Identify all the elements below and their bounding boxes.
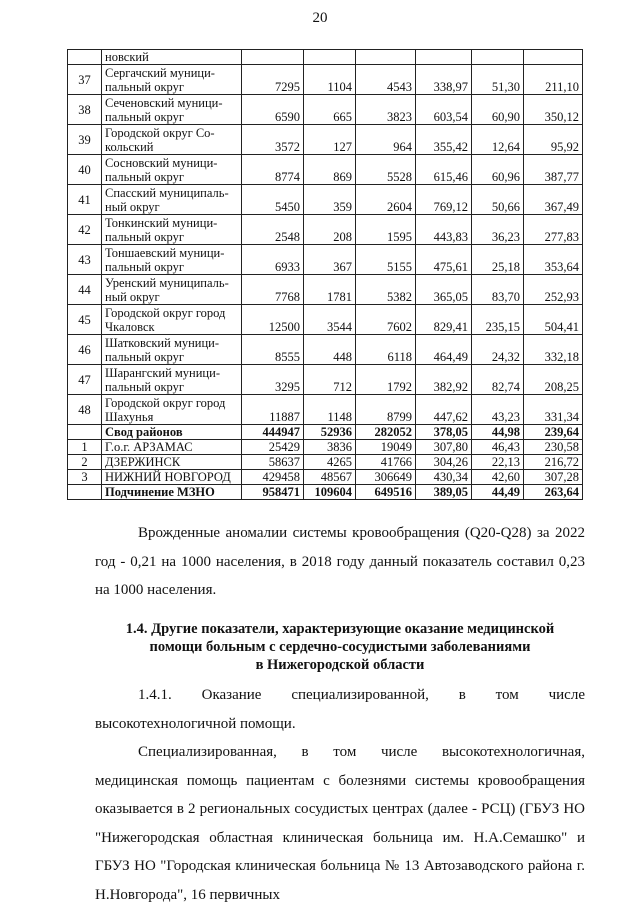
table-cell-c6: 216,72	[524, 455, 583, 470]
table-cell-idx: 44	[68, 275, 102, 305]
table-cell-name: Тоншаевский муници- пальный округ	[102, 245, 242, 275]
table-cell-c1: 2548	[242, 215, 304, 245]
table-row	[68, 470, 583, 485]
table-cell-c5: 60,96	[472, 155, 524, 185]
table-body	[68, 50, 583, 500]
table-cell-c4: 338,97	[416, 65, 472, 95]
table-cell-c5: 42,60	[472, 470, 524, 485]
table-cell-c4: 443,83	[416, 215, 472, 245]
table-cell-c3: 964	[356, 125, 416, 155]
table-cell-c3: 41766	[356, 455, 416, 470]
table-cell-c4: 769,12	[416, 185, 472, 215]
table-cell-c1: 3572	[242, 125, 304, 155]
heading-line-3: в Нижегородской области	[255, 657, 425, 673]
table-cell-c2: 1104	[304, 65, 356, 95]
table-cell-c5: 44,98	[472, 425, 524, 440]
table-cell-c4: 475,61	[416, 245, 472, 275]
table-cell-c1: 11887	[242, 395, 304, 425]
table-row	[68, 440, 583, 455]
table-cell-c4: 447,62	[416, 395, 472, 425]
table-cell-c6: 211,10	[524, 65, 583, 95]
table-cell-c1: 8555	[242, 335, 304, 365]
table-row	[68, 50, 583, 65]
table-cell-c6: 307,28	[524, 470, 583, 485]
table-cell-c3: 649516	[356, 485, 416, 500]
table-row	[68, 275, 583, 305]
table-cell-c3: 5382	[356, 275, 416, 305]
table-cell-c5: 36,23	[472, 215, 524, 245]
table-cell-c6: 332,18	[524, 335, 583, 365]
table-cell-c4: 355,42	[416, 125, 472, 155]
table-row	[68, 365, 583, 395]
table-row	[68, 425, 583, 440]
table-cell-c4: 378,05	[416, 425, 472, 440]
table-row	[68, 335, 583, 365]
table-cell-c5: 60,90	[472, 95, 524, 125]
table-cell-c3: 5155	[356, 245, 416, 275]
table-cell-name: ДЗЕРЖИНСК	[102, 455, 242, 470]
table-cell-c6: 277,83	[524, 215, 583, 245]
table-cell-name: Городской округ город Чкаловск	[102, 305, 242, 335]
table-cell-idx	[68, 425, 102, 440]
table-cell-name: Свод районов	[102, 425, 242, 440]
paragraph-specialized-care: Специализированная, в том числе высокотехнологичная, медицинская помощь пациентам с болезнями системы кровообращения оказывается в 2 региональных сосудистых центрах (далее - РСЦ) (ГБУЗ НО "Нижегородская областная клиническая больница им. Н.А.Семашко" и ГБУЗ НО "Городская клиническая больница № 13 Автозаводского района г. Н.Новгорода", 16 первичных	[95, 744, 585, 903]
table-row	[68, 155, 583, 185]
table-cell-c5: 22,13	[472, 455, 524, 470]
table-cell-name: новский	[102, 50, 242, 65]
table-cell-c5: 82,74	[472, 365, 524, 395]
table-cell-c6: 239,64	[524, 425, 583, 440]
table-cell-c3	[356, 50, 416, 65]
table-cell-name: Шарангский муници- пальный округ	[102, 365, 242, 395]
table-cell-c3: 1792	[356, 365, 416, 395]
table-cell-c5: 83,70	[472, 275, 524, 305]
table-cell-idx: 42	[68, 215, 102, 245]
table-cell-c5: 24,32	[472, 335, 524, 365]
table-cell-c1: 7295	[242, 65, 304, 95]
table-cell-idx: 41	[68, 185, 102, 215]
table-cell-c1: 6933	[242, 245, 304, 275]
table-cell-c2: 3544	[304, 305, 356, 335]
table-cell-c1: 5450	[242, 185, 304, 215]
table-cell-c6: 504,41	[524, 305, 583, 335]
table-cell-c1: 6590	[242, 95, 304, 125]
table-row	[68, 395, 583, 425]
table-cell-c3: 4543	[356, 65, 416, 95]
table-cell-c4: 430,34	[416, 470, 472, 485]
table-cell-c2: 1148	[304, 395, 356, 425]
table-cell-idx: 48	[68, 395, 102, 425]
table-cell-c2: 48567	[304, 470, 356, 485]
table-cell-c1: 958471	[242, 485, 304, 500]
table-cell-name: Уренский муниципаль- ный округ	[102, 275, 242, 305]
table-cell-name: Городской округ город Шахунья	[102, 395, 242, 425]
table-cell-c2: 359	[304, 185, 356, 215]
table-cell-c6: 387,77	[524, 155, 583, 185]
table-cell-c2: 208	[304, 215, 356, 245]
table-cell-c1	[242, 50, 304, 65]
table-cell-idx: 39	[68, 125, 102, 155]
table-cell-c1: 429458	[242, 470, 304, 485]
table-cell-c1: 12500	[242, 305, 304, 335]
table-cell-c6: 350,12	[524, 95, 583, 125]
table-cell-c3: 3823	[356, 95, 416, 125]
table-cell-idx: 1	[68, 440, 102, 455]
table-row	[68, 305, 583, 335]
table-cell-c3: 19049	[356, 440, 416, 455]
table-cell-name: Сеченовский муници- пальный округ	[102, 95, 242, 125]
table-cell-idx: 37	[68, 65, 102, 95]
table-cell-c6	[524, 50, 583, 65]
table-cell-name: Спасский муниципаль- ный округ	[102, 185, 242, 215]
table-cell-idx	[68, 50, 102, 65]
table-row	[68, 95, 583, 125]
table-cell-c4: 382,92	[416, 365, 472, 395]
table-cell-c2: 52936	[304, 425, 356, 440]
table-cell-c4: 603,54	[416, 95, 472, 125]
table-cell-c4: 829,41	[416, 305, 472, 335]
table-cell-c4	[416, 50, 472, 65]
table-cell-c2: 448	[304, 335, 356, 365]
table-cell-c2: 1781	[304, 275, 356, 305]
table-cell-name: Шатковский муници- пальный округ	[102, 335, 242, 365]
table-cell-idx: 45	[68, 305, 102, 335]
table-cell-name: Сергачский муници- пальный округ	[102, 65, 242, 95]
table-row	[68, 125, 583, 155]
table-cell-c2: 665	[304, 95, 356, 125]
table-cell-name: Тонкинский муници- пальный округ	[102, 215, 242, 245]
table-cell-c1: 25429	[242, 440, 304, 455]
page-number: 20	[312, 10, 328, 26]
table-cell-c4: 464,49	[416, 335, 472, 365]
table-cell-c6: 331,34	[524, 395, 583, 425]
table-cell-c6: 353,64	[524, 245, 583, 275]
section-heading	[95, 620, 585, 674]
table-cell-c2: 127	[304, 125, 356, 155]
table-cell-idx: 3	[68, 470, 102, 485]
table-cell-idx: 40	[68, 155, 102, 185]
table-cell-c5: 235,15	[472, 305, 524, 335]
table-cell-c6: 230,58	[524, 440, 583, 455]
table-row	[68, 455, 583, 470]
table-row	[68, 485, 583, 500]
table-cell-c5: 51,30	[472, 65, 524, 95]
table-cell-name: Подчинение МЗНО	[102, 485, 242, 500]
table-cell-c4: 304,26	[416, 455, 472, 470]
table-cell-name: НИЖНИЙ НОВГОРОД	[102, 470, 242, 485]
table-cell-c5: 50,66	[472, 185, 524, 215]
table-cell-c4: 615,46	[416, 155, 472, 185]
table-row	[68, 245, 583, 275]
table-cell-c5: 46,43	[472, 440, 524, 455]
paragraph-congenital-anomalies: Врожденные аномалии системы кровообращения (Q20-Q28) за 2022 год - 0,21 на 1000 населения, в 2018 году данный показатель составил 0,23 на 1000 населения.	[95, 525, 585, 598]
table-cell-c4: 307,80	[416, 440, 472, 455]
table-row	[68, 185, 583, 215]
table-cell-c3: 5528	[356, 155, 416, 185]
table-cell-c1: 3295	[242, 365, 304, 395]
table-cell-c2	[304, 50, 356, 65]
table-cell-c6: 208,25	[524, 365, 583, 395]
table-cell-c2: 3836	[304, 440, 356, 455]
table-cell-name: Городской округ Со- кольский	[102, 125, 242, 155]
table-cell-c6: 252,93	[524, 275, 583, 305]
table-cell-c5: 43,23	[472, 395, 524, 425]
table-cell-c2: 109604	[304, 485, 356, 500]
table-row	[68, 65, 583, 95]
table-cell-c2: 712	[304, 365, 356, 395]
table-cell-c6: 95,92	[524, 125, 583, 155]
heading-line-1: 1.4. Другие показатели, характеризующие оказание медицинской	[125, 621, 555, 637]
table-cell-c1: 8774	[242, 155, 304, 185]
table-cell-idx	[68, 485, 102, 500]
table-cell-idx: 38	[68, 95, 102, 125]
table-cell-c3: 8799	[356, 395, 416, 425]
table-cell-c4: 389,05	[416, 485, 472, 500]
table-cell-c6: 367,49	[524, 185, 583, 215]
heading-line-2: помощи больным с сердечно-сосудистыми заболеваниями	[149, 639, 531, 655]
table-cell-c3: 1595	[356, 215, 416, 245]
table-cell-idx: 46	[68, 335, 102, 365]
table-cell-name: Г.о.г. АРЗАМАС	[102, 440, 242, 455]
table-row	[68, 215, 583, 245]
table-cell-c1: 7768	[242, 275, 304, 305]
table-cell-c3: 306649	[356, 470, 416, 485]
table-cell-c3: 2604	[356, 185, 416, 215]
table-cell-idx: 2	[68, 455, 102, 470]
table-cell-c2: 367	[304, 245, 356, 275]
table-cell-idx: 43	[68, 245, 102, 275]
paragraph-subsection: 1.4.1. Оказание специализированной, в том числе высокотехнологичной помощи.	[95, 687, 585, 732]
table-cell-c1: 58637	[242, 455, 304, 470]
table-cell-c6: 263,64	[524, 485, 583, 500]
table-cell-c2: 4265	[304, 455, 356, 470]
table-cell-c5: 44,49	[472, 485, 524, 500]
table-cell-c3: 282052	[356, 425, 416, 440]
table-cell-c1: 444947	[242, 425, 304, 440]
table-cell-c2: 869	[304, 155, 356, 185]
table-cell-c5: 12,64	[472, 125, 524, 155]
table-cell-name: Сосновский муници- пальный округ	[102, 155, 242, 185]
table-cell-c3: 7602	[356, 305, 416, 335]
table-cell-c5: 25,18	[472, 245, 524, 275]
table-cell-c5	[472, 50, 524, 65]
table-cell-c4: 365,05	[416, 275, 472, 305]
statistics-table	[67, 49, 583, 500]
table-cell-c3: 6118	[356, 335, 416, 365]
table-cell-idx: 47	[68, 365, 102, 395]
